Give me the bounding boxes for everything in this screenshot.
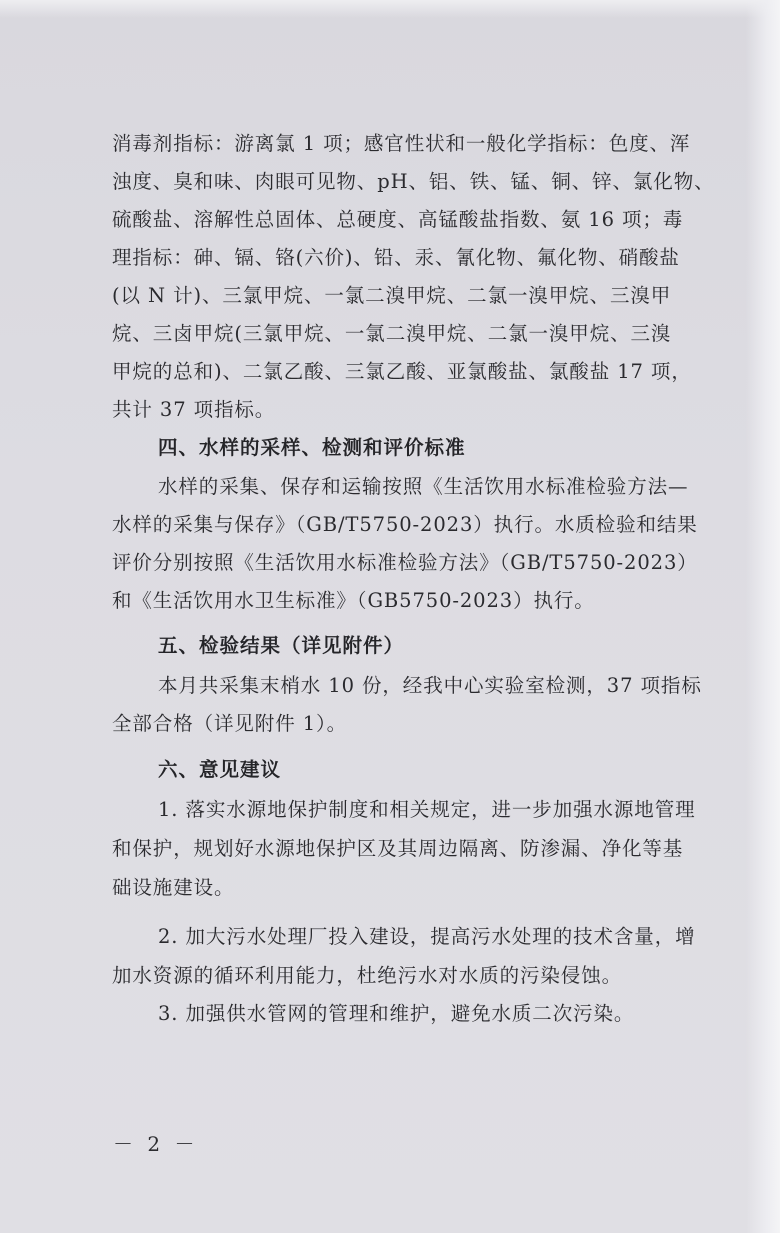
body-line: 甲烷的总和)、二氯乙酸、三氯乙酸、亚氯酸盐、氯酸盐 17 项， — [112, 360, 692, 383]
suggestion-1-line: 1. 落实水源地保护制度和相关规定，进一步加强水源地管理 — [158, 798, 696, 821]
body-line: 硫酸盐、溶解性总固体、总硬度、高锰酸盐指数、氨 16 项；毒 — [112, 208, 684, 231]
section5-line: 全部合格（详见附件 1）。 — [112, 712, 348, 735]
body-line: (以 N 计)、三氯甲烷、一氯二溴甲烷、二氯一溴甲烷、三溴甲 — [112, 284, 672, 307]
body-line: 共计 37 项指标。 — [112, 398, 276, 421]
section-heading-4: 四、水样的采样、检测和评价标准 — [158, 436, 466, 459]
suggestion-1-line: 和保护，规划好水源地保护区及其周边隔离、防渗漏、净化等基 — [112, 837, 684, 860]
section5-line: 本月共采集末梢水 10 份，经我中心实验室检测，37 项指标 — [158, 674, 702, 697]
body-line: 理指标：砷、镉、铬(六价)、铅、汞、氰化物、氟化物、硝酸盐 — [112, 246, 680, 269]
suggestion-3-line: 3. 加强供水管网的管理和维护，避免水质二次污染。 — [158, 1002, 635, 1025]
body-line: 浊度、臭和味、肉眼可见物、pH、铝、铁、锰、铜、锌、氯化物、 — [112, 170, 715, 193]
section4-line: 水样的采集、保存和运输按照《生活饮用水标准检验方法— — [158, 475, 689, 498]
section4-line: 水样的采集与保存》（GB/T5750-2023）执行。水质检验和结果 — [112, 513, 698, 536]
page-number: － 2 － — [113, 1132, 199, 1156]
suggestion-2-line: 2. 加大污水处理厂投入建设，提高污水处理的技术含量，增 — [158, 925, 696, 948]
suggestion-2-line: 加水资源的循环利用能力，杜绝污水对水质的污染侵蚀。 — [112, 964, 623, 987]
page-top-edge — [0, 0, 780, 18]
section4-line: 和《生活饮用水卫生标准》（GB5750-2023）执行。 — [112, 589, 595, 612]
body-line: 烷、三卤甲烷(三氯甲烷、一氯二溴甲烷、二氯一溴甲烷、三溴 — [112, 322, 672, 345]
body-line: 消毒剂指标：游离氯 1 项；感官性状和一般化学指标：色度、浑 — [112, 132, 691, 155]
page-right-edge — [746, 0, 780, 1233]
section-heading-6: 六、意见建议 — [158, 758, 282, 781]
section4-line: 评价分别按照《生活饮用水标准检验方法》（GB/T5750-2023） — [112, 551, 698, 574]
section-heading-5: 五、检验结果（详见附件） — [158, 634, 405, 657]
suggestion-1-line: 础设施建设。 — [112, 876, 235, 899]
